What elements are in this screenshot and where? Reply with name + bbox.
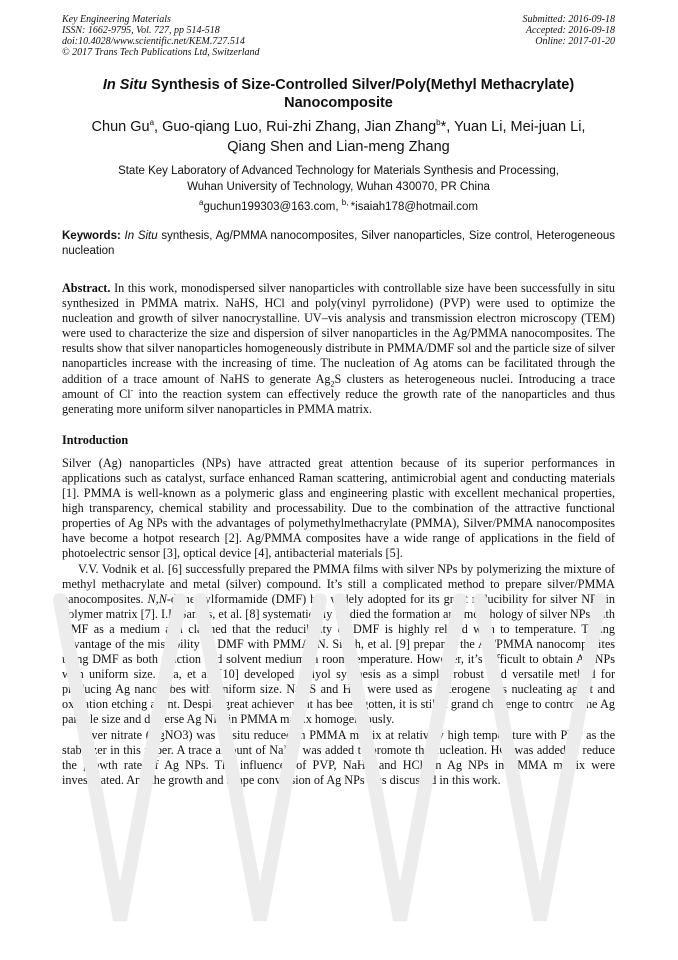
journal-header <box>62 14 615 58</box>
copyright: © 2017 Trans Tech Publications Ltd, Switzerland <box>62 47 260 58</box>
author-1: Chun Gu <box>91 119 150 135</box>
title-line1: Synthesis of Size-Controlled Silver/Poly(Methyl Methacrylate) <box>147 77 575 93</box>
accepted-date: Accepted: 2016-09-18 <box>525 25 615 36</box>
abstract-text-c: into the reaction system can effectively reduce the growth rate of the nanoparticles and thus generating more uniform silver nanoparticles in PMMA matrix. <box>62 386 615 416</box>
email-b-sup: b, <box>341 198 351 208</box>
paper-title <box>62 76 615 112</box>
authors-2-4: , Guo-qiang Luo, Rui-zhi Zhang, Jian Zhang <box>154 119 437 135</box>
abstract-sub: 2 <box>330 379 335 388</box>
author-list <box>62 117 615 157</box>
keywords-text: synthesis, Ag/PMMA nanocomposites, Silver nanoparticles, Size control, Heterogeneous nucleation <box>62 230 615 257</box>
section-heading-introduction: Introduction <box>62 432 129 447</box>
journal-name: Key Engineering Materials <box>62 14 171 25</box>
paper-page <box>62 14 615 788</box>
author-4-affil: b <box>436 118 441 128</box>
email-a[interactable]: guchun199303@163.com, <box>203 201 342 213</box>
author-emails <box>62 199 615 215</box>
dates-info <box>523 14 616 58</box>
issn: ISSN: 1662-9795, Vol. 727, pp 514-518 <box>62 25 220 36</box>
title-line2: Nanocomposite <box>284 95 393 111</box>
online-date: Online: 2017-01-20 <box>535 36 615 47</box>
intro-paragraph-3: Silver nitrate (AgNO3) was in situ reduced in PMMA matrix at relatively high temperature with PVP as the stabilizer in this paper. A trace amount of NaHS was added to promote the nucleation. HCl was added to reduce the growth rate of Ag NPs. The influences of PVP, NaHS and HCl on Ag NPs in PMMA matrix were investigated. And the growth and shape conversion of Ag NPs was discussed in this work. <box>62 727 615 787</box>
affiliation-line1: State Key Laboratory of Advanced Technology for Materials Synthesis and Processing, <box>118 165 559 177</box>
title-italic: In Situ <box>102 77 148 93</box>
email-b[interactable]: *isaiah178@hotmail.com <box>350 201 479 213</box>
affiliation <box>62 163 615 195</box>
intro-p2-b: -dimethylformamide (DMF) has widely adopted for its great reducibility for silver NPs in polymer matrix [7]. I.P. Santos, et al. [8] systematically studied the formation and morphology of silver NPs with DMF as a medium and claimed that the reducibility of DMF is highly related with to temperature. Taking advantage of the miscibility of DMF with PMMA, N. Singh, et al. [9] prepared the Ag/PMMA nanocomposites using DMF as both reaction and solvent medium in room temperature. However, it’s difficult to obtain Ag NPs with uniform size. Xia, et al. [10] developed polyol synthesis as a simple, robust and versatile method for producing Ag nanocubes with uniform size. NaHS and HCl were used as heterogeneous nucleating agent and oxidation etching agent. Despite great achievement has been gotten, it is still a grand challenge to control the Ag particle size and disperse Ag NPs in PMMA matrix homogeneously. <box>62 591 615 727</box>
email-a-sup: a <box>198 198 204 208</box>
abstract-text-b: S clusters as heterogeneous nuclei. Introducing a trace amount of Cl <box>62 371 615 401</box>
intro-paragraph-1: Silver (Ag) nanoparticles (NPs) have attracted great attention because of its superior performances in applications such as catalyst, surface enhanced Raman scattering, antimicrobial agent and conducting materials [1]. PMMA is well-known as a polymeric glass and engineering plastic with excellent mechanical properties, high transparency, chemical stability and processability. Due to the combination of the attractive functional properties of Ag NPs with the advantages of polymethylmethacrylate (PMMA), Silver/PMMA nanocomposites have become a hotpot research [2]. Ag/PMMA composites have a wide range of applications in the field of photoelectric sensor [3], optical device [4], antibacterial materials [5]. <box>62 455 615 561</box>
journal-info <box>62 14 260 58</box>
abstract-label: Abstract. <box>62 281 111 295</box>
keywords <box>62 229 615 259</box>
intro-p2-a: V.V. Vodnik et al. [6] successfully prepared the PMMA films with silver NPs by polymerizing the mixture of methyl methacrylate and metal (silver) compound. It’s still a complicated method to prepare silver/PMMA nanocomposites. <box>62 561 615 606</box>
affiliation-line2: Wuhan University of Technology, Wuhan 430070, PR China <box>187 181 490 193</box>
keywords-italic: In Situ <box>124 230 158 242</box>
abstract <box>62 281 615 417</box>
author-1-affil: a <box>149 118 155 128</box>
intro-paragraph-2 <box>62 562 615 728</box>
authors-5-plus: *, Yuan Li, Mei-juan Li, <box>440 119 586 135</box>
intro-p2-italic: N,N <box>147 591 167 606</box>
abstract-sup: - <box>130 385 134 395</box>
submitted-date: Submitted: 2016-09-18 <box>522 14 615 25</box>
keywords-label: Keywords: <box>62 230 121 242</box>
abstract-text-a: In this work, monodispersed silver nanoparticles with controllable size have been successfully in situ synthesized in PMMA matrix. NaHS, HCl and poly(vinyl pyrrolidone) (PVP) were used to optimize the nucleation and growth of silver nanocrystalline. UV–vis analysis and transmission electron microscopy (TEM) were used to characterize the size and dispersion of silver nanoparticles in the Ag/PMMA nanocomposites. The results show that silver nanoparticles homogeneously distribute in PMMA/DMF sol and the particle size of silver nanoparticles increase with the increasing of time. The nucleation of Ag atoms can be facilitated through the addition of a trace amount of NaHS to generate Ag <box>62 281 615 386</box>
authors-line2: Qiang Shen and Lian-meng Zhang <box>227 139 450 155</box>
doi-link[interactable]: doi:10.4028/www.scientific.net/KEM.727.514 <box>62 36 245 47</box>
